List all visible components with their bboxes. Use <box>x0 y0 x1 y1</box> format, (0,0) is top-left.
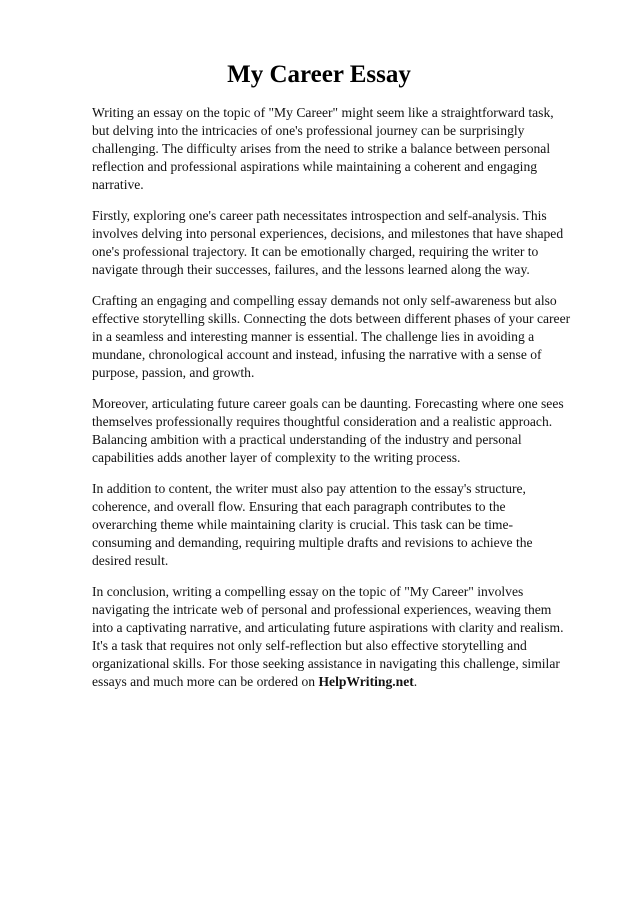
paragraph-future-goals: Moreover, articulating future career goals can be daunting. Forecasting where one sees themselves professionally requires thoughtful consideration and a realistic approach. Balancing ambition with a practical understanding of the industry and personal capabilities adds another layer of complexity to the writing process. <box>92 396 564 465</box>
conclusion-text: In conclusion, writing a compelling essay on the topic of "My Career" involves navigating the intricate web of personal and professional experiences, weaving them into a captivating narrative, and articulating future aspirations with clarity and realism. It's a task that requires not only self-reflection but also effective storytelling and organizational skills. For those seeking assistance in navigating this challenge, similar essays and much more can be ordered on <box>92 584 564 689</box>
paragraph-storytelling: Crafting an engaging and compelling essay demands not only self-awareness but also effective storytelling skills. Connecting the dots between different phases of your career in a seamless and interesting manner is essential. The challenge lies in avoiding a mundane, chronological account and instead, infusing the narrative with a sense of purpose, passion, and growth. <box>92 293 571 380</box>
paragraph-introspection: Firstly, exploring one's career path necessitates introspection and self-analysis. This involves delving into personal experiences, decisions, and milestones that have shaped one's professional trajectory. It can be emotionally charged, requiring the writer to navigate through their successes, failures, and the lessons learned along the way. <box>92 208 564 277</box>
brand-link[interactable]: HelpWriting.net <box>318 674 414 689</box>
conclusion-end: . <box>413 674 418 689</box>
paragraph-intro: Writing an essay on the topic of "My Career" might seem like a straightforward task, but delving into the intricacies of one's professional journey can be surprisingly challenging. The difficulty arises from the need to strike a balance between personal reflection and professional aspirations while maintaining a coherent and engaging narrative. <box>92 105 554 192</box>
paragraph-structure: In addition to content, the writer must also pay attention to the essay's structure, coherence, and overall flow. Ensuring that each paragraph contributes to the overarching theme while maintaining clarity is crucial. This task can be time-consuming and demanding, requiring multiple drafts and revisions to achieve the desired result. <box>92 481 533 568</box>
page-title: My Career Essay <box>227 61 411 88</box>
essay-body <box>92 104 572 704</box>
paragraph-conclusion <box>92 583 572 691</box>
